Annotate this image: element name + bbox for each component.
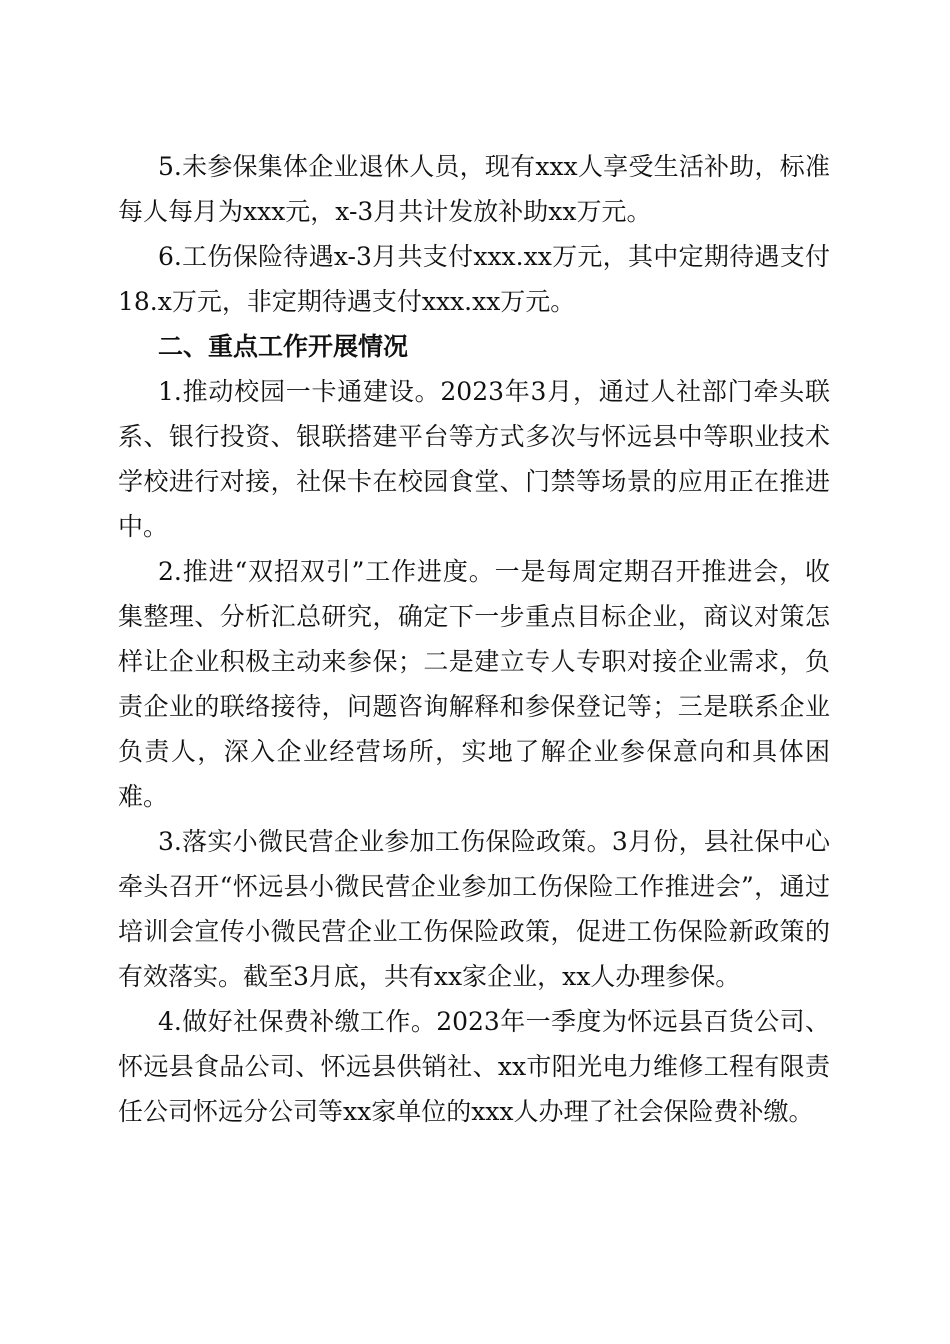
section-heading: 二、重点工作开展情况 — [158, 332, 409, 361]
document-body — [118, 144, 830, 1134]
paragraph-investment-promotion: 2.推进“双招双引”工作进度。一是每周定期召开推进会，收集整理、分析汇总研究，确定下一步重点目标企业，商议对策怎样让企业积极主动来参保；二是建立专人专职对接企业需求，负责企业的联络接待，问题咨询解释和参保登记等；三是联系企业负责人，深入企业经营场所，实地了解企业参保意向和具体困难。 — [118, 557, 830, 811]
paragraph-retiree-subsidy: 5.未参保集体企业退休人员，现有xxx人享受生活补助，标准每人每月为xxx元，x-3月共计发放补助xx万元。 — [118, 152, 830, 226]
paragraph-campus-card: 1.推动校园一卡通建设。2023年3月，通过人社部门牵头联系、银行投资、银联搭建平台等方式多次与怀远县中等职业技术学校进行对接，社保卡在校园食堂、门禁等场景的应用正在推进中。 — [118, 377, 830, 541]
paragraph-small-enterprise-policy: 3.落实小微民营企业参加工伤保险政策。3月份，县社保中心牵头召开“怀远县小微民营企业参加工伤保险工作推进会”，通过培训会宣传小微民营企业工伤保险政策，促进工伤保险新政策的有效落实。截至3月底，共有xx家企业，xx人办理参保。 — [118, 827, 830, 991]
paragraph-injury-insurance: 6.工伤保险待遇x-3月共支付xxx.xx万元，其中定期待遇支付18.x万元，非定期待遇支付xxx.xx万元。 — [118, 242, 830, 316]
paragraph-back-payment: 4.做好社保费补缴工作。2023年一季度为怀远县百货公司、怀远县食品公司、怀远县供销社、xx市阳光电力维修工程有限责任公司怀远分公司等xx家单位的xxx人办理了社会保险费补缴。 — [118, 1007, 830, 1126]
